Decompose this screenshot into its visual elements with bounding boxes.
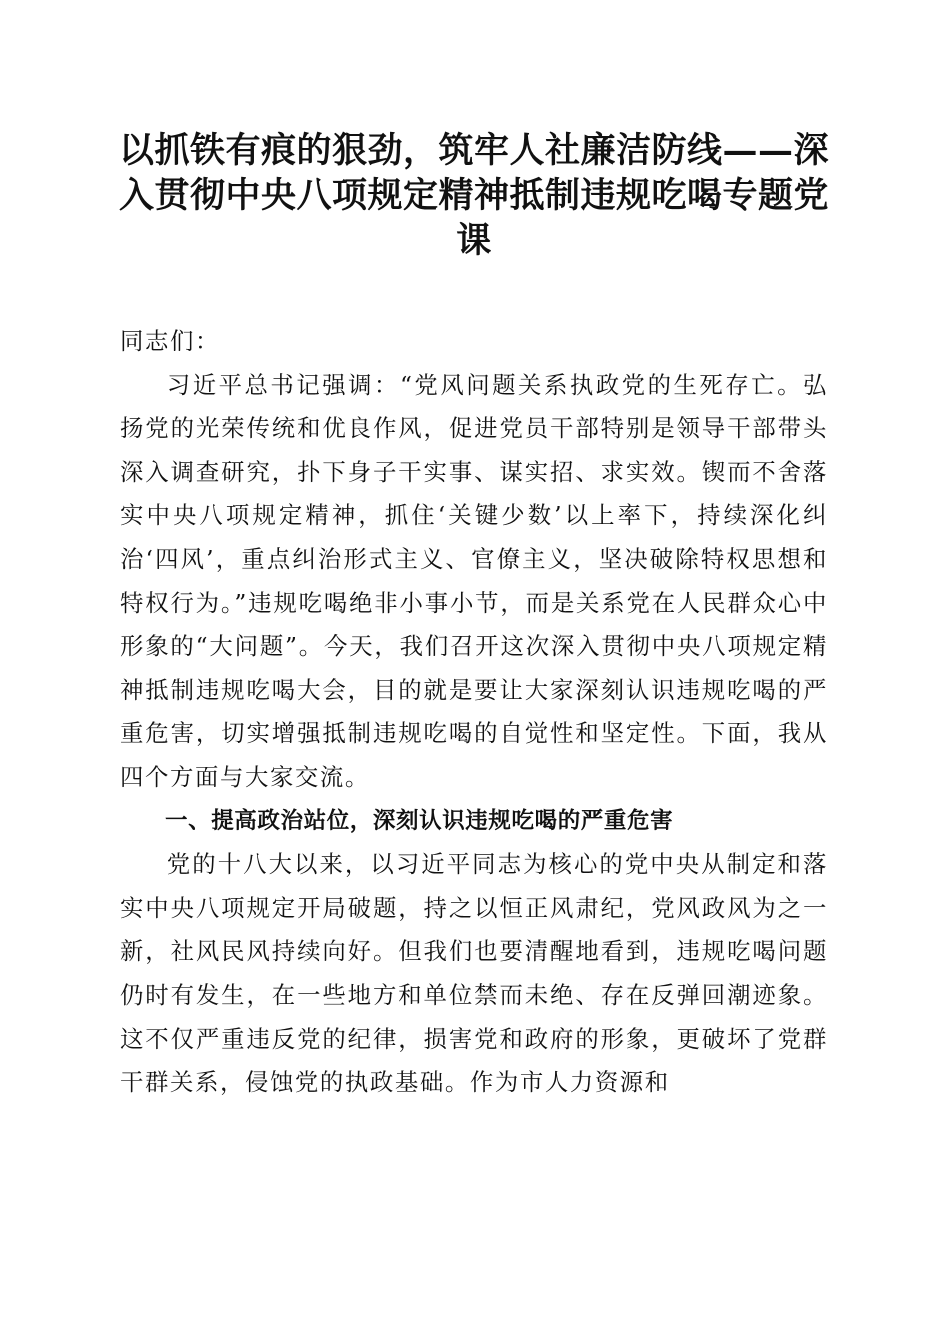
salutation: 同志们： [120,327,220,355]
section-heading: 一、提高政治站位，深刻认识违规吃喝的严重危害 [165,807,674,834]
document-title: 以抓铁有痕的狠劲，筑牢人社廉洁防线——深入贯彻中央八项规定精神抵制违规吃喝专题党课 [118,130,829,261]
document-body [120,320,828,1105]
intro-paragraph: 习近平总书记强调：“党风问题关系执政党的生死存亡。弘扬党的光荣传统和优良作风，促进党员干部特别是领导干部带头深入调查研究，扑下身子干实事、谋实招、求实效。锲而不舍落实中央八项规定精神，抓住‘关键少数’以上率下，持续深化纠治‘四风’，重点纠治形式主义、官僚主义，坚决破除特权思想和特权行为。”违规吃喝绝非小事小节，而是关系党在人民群众心中形象的“大问题”。今天，我们召开这次深入贯彻中央八项规定精神抵制违规吃喝大会，目的就是要让大家深刻认识违规吃喝的严重危害，切实增强抵制违规吃喝的自觉性和坚定性。下面，我从四个方面与大家交流。 [120,370,828,791]
section-paragraph: 党的十八大以来，以习近平同志为核心的党中央从制定和落实中央八项规定开局破题，持之以恒正风肃纪，党风政风为之一新，社风民风持续向好。但我们也要清醒地看到，违规吃喝问题仍时有发生，在一些地方和单位禁而未绝、存在反弹回潮迹象。这不仅严重违反党的纪律，损害党和政府的形象，更破坏了党群干群关系，侵蚀党的执政基础。作为市人力资源和 [120,850,828,1097]
